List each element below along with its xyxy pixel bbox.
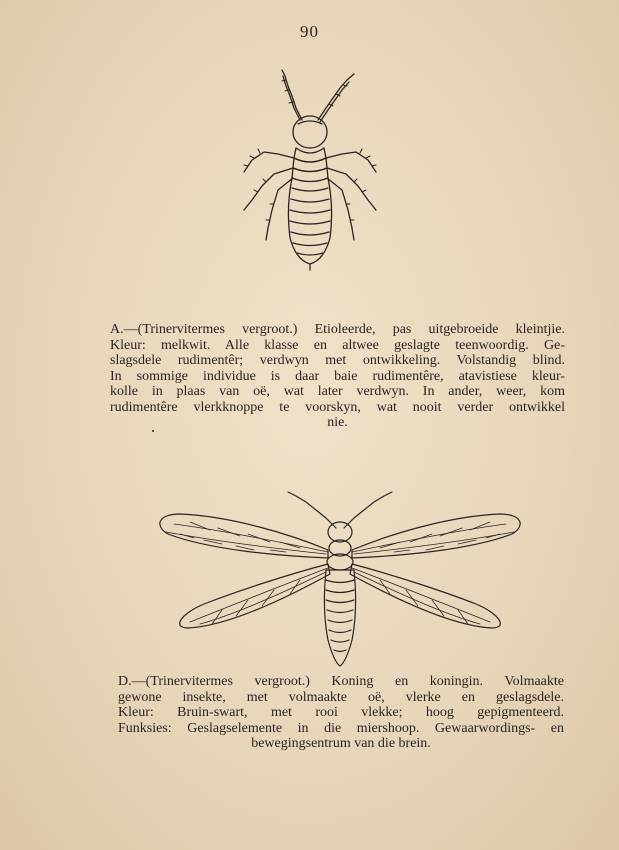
- figure-d-caption: [118, 674, 564, 752]
- caption-line: rudimentêre vlerkknoppe te voorskyn, wat nooit verder ontwikkel: [110, 399, 565, 415]
- caption-line: gewone insekte, met volmaakte oë, vlerke en geslagsdele.: [118, 689, 564, 705]
- caption-line: kolle in plaas van oë, wat later verdwyn. In ander, weer, kom: [110, 384, 565, 399]
- winged-termite-illustration: [150, 486, 530, 671]
- caption-line: Kleur: Bruin-swart, met rooi vlekke; hoog gepigmenteerd.: [118, 705, 564, 720]
- caption-line: bewegingsentrum van die brein.: [251, 736, 431, 751]
- print-speck: [152, 430, 154, 432]
- figure-a-caption: [110, 322, 565, 431]
- page-number: 90: [300, 22, 319, 41]
- caption-line: In sommige individue is daar baie rudimentêre, atavistiese kleur-: [110, 368, 565, 384]
- caption-line: A.—(Trinervitermes vergroot.) Etioleerde, pas uitgebroeide kleintjie.: [110, 322, 565, 337]
- caption-line: D.—(Trinervitermes vergroot.) Koning en koningin. Volmaakte: [118, 674, 564, 689]
- caption-line: nie.: [327, 415, 348, 430]
- caption-line: Funksies: Geslagselemente in die miershoop. Gewaarwordings- en: [118, 720, 564, 736]
- caption-line: Kleur: melkwit. Alle klasse en altwee geslagte teenwoordig. Ge-: [110, 337, 565, 353]
- termite-nymph-illustration: [230, 62, 390, 317]
- caption-line: slagsdele rudimentêr; verdwyn met ontwikkeling. Volstandig blind.: [110, 353, 565, 368]
